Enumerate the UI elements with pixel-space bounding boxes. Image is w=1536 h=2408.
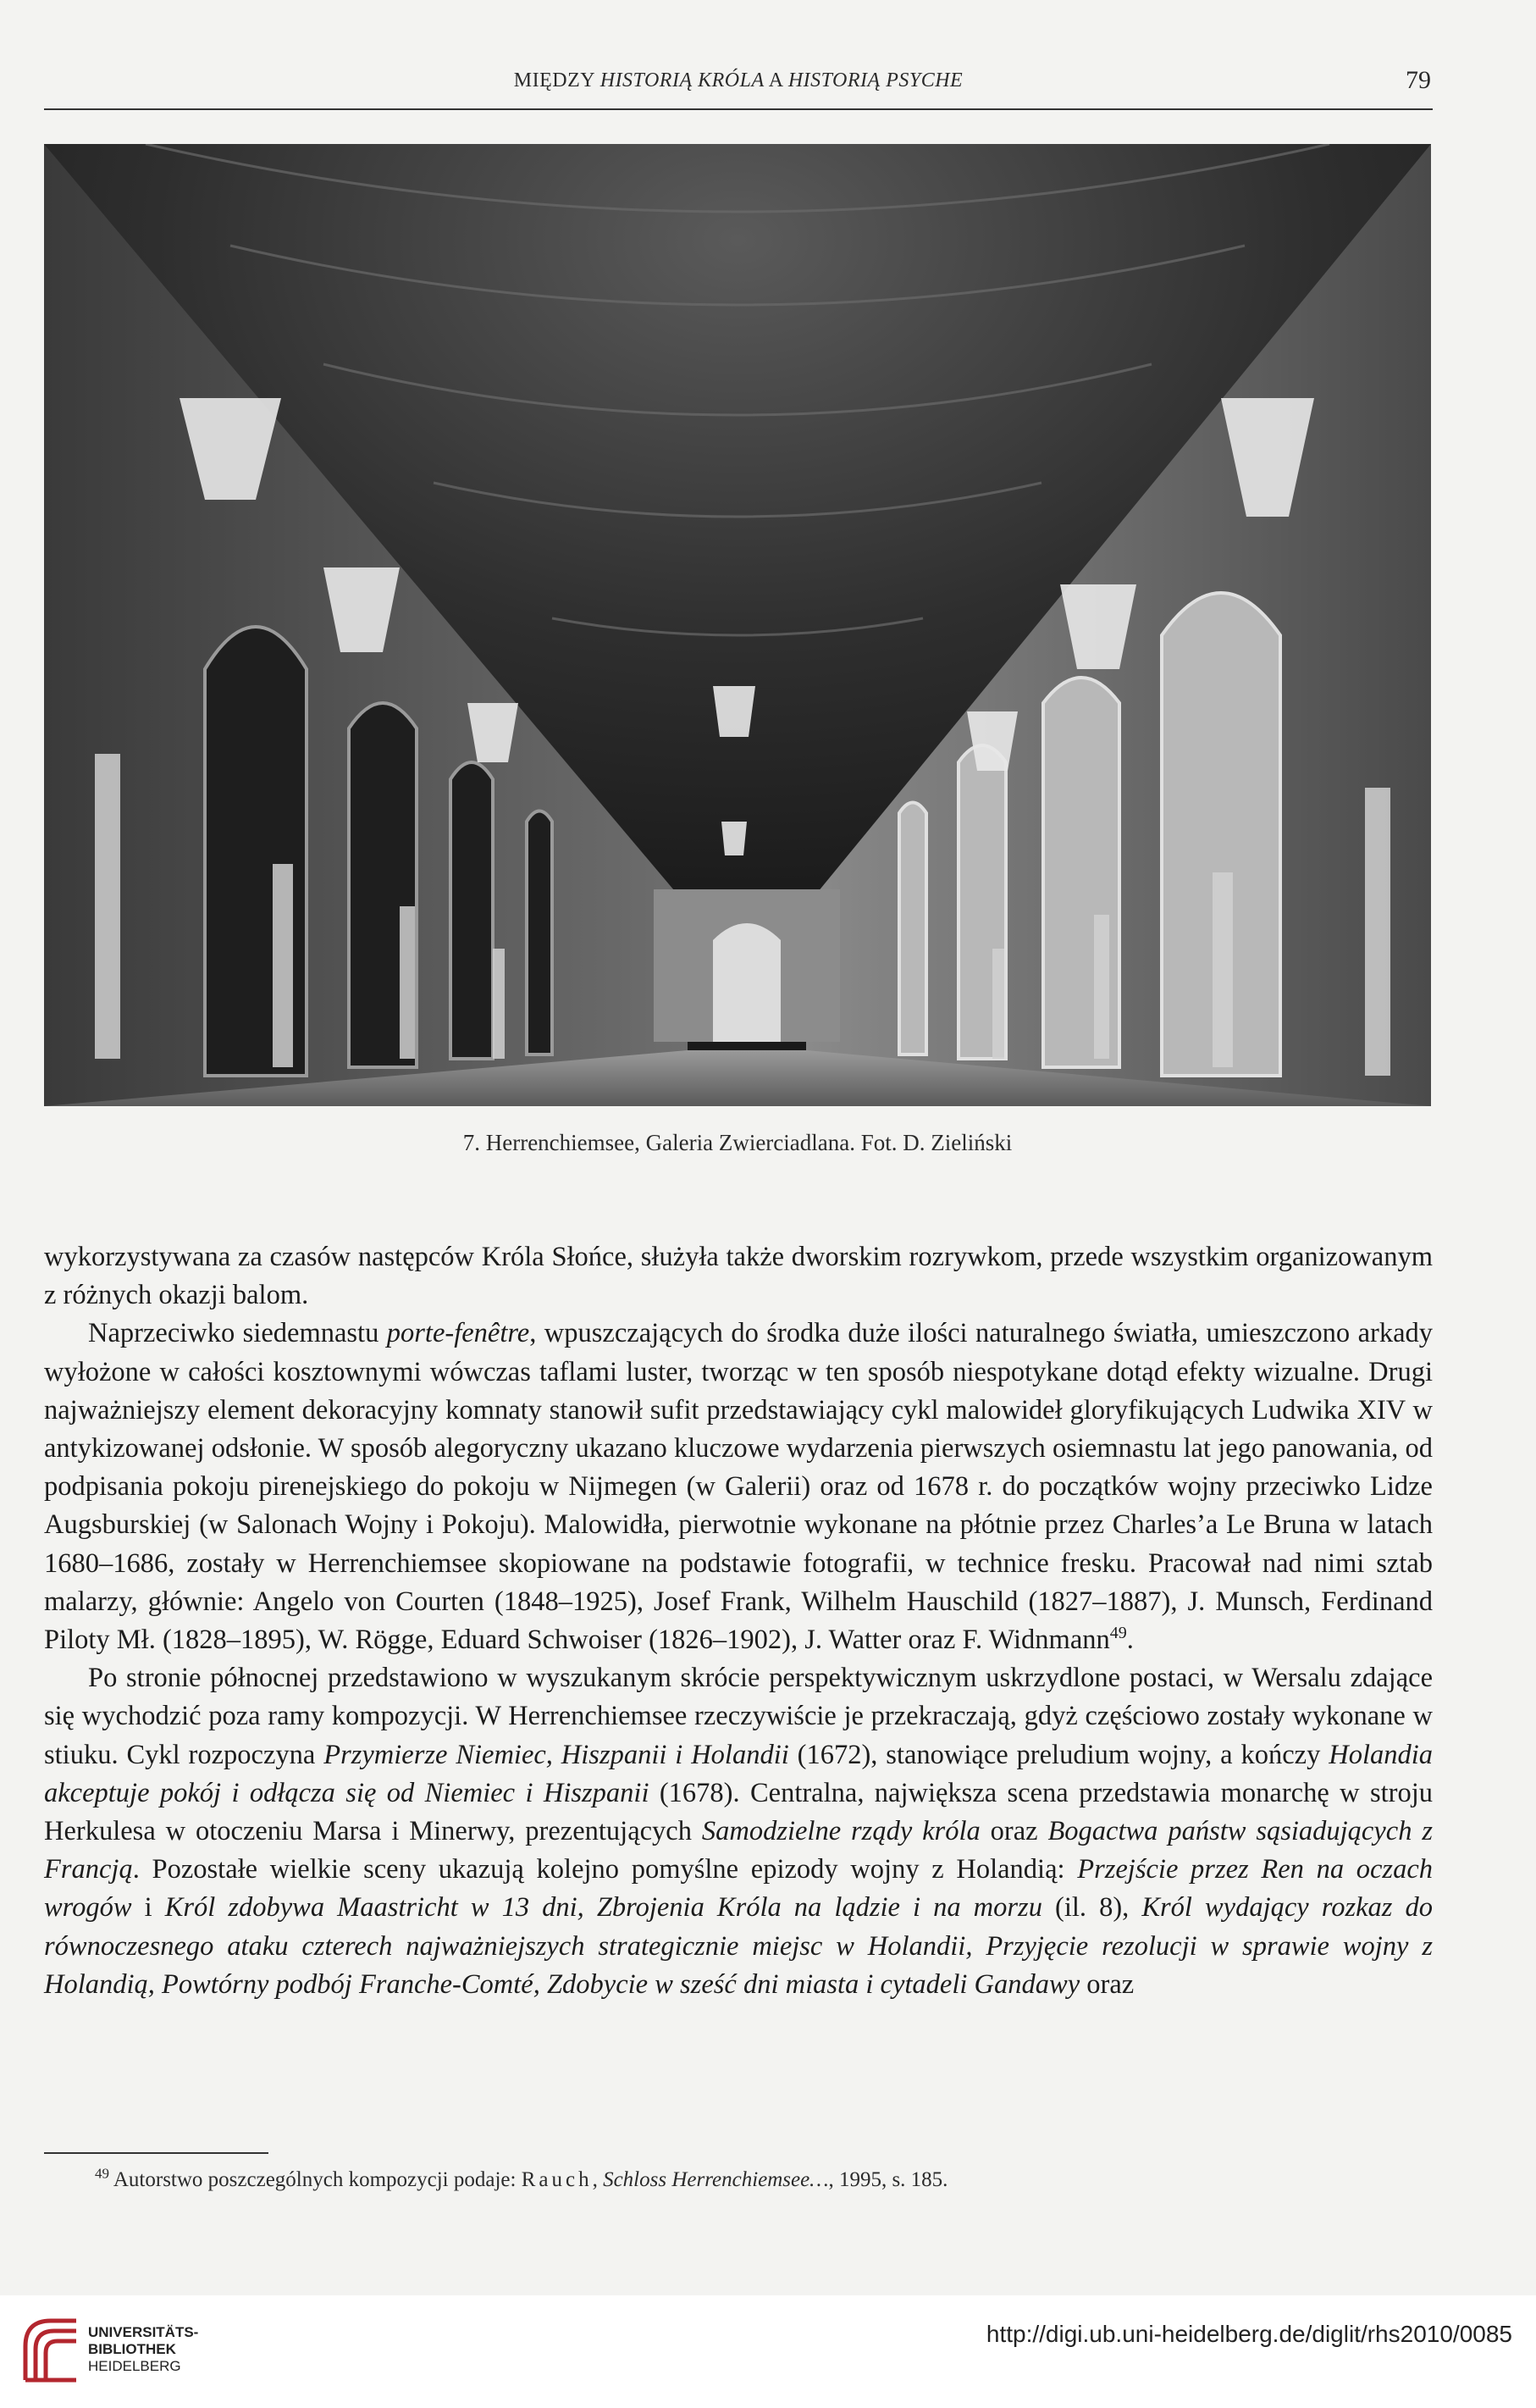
header-rule [44, 108, 1433, 110]
library-logo-icon [17, 2312, 93, 2389]
paragraph-1: wykorzystywana za czasów następców Króla Słońce, służyła także dworskim rozrywkom, przede wszystkim organizowanym z różnych okazji balom. [44, 1242, 1433, 1311]
library-name[interactable]: UNIVERSITÄTS- BIBLIOTHEK HEIDELBERG [88, 2324, 199, 2374]
footer-bar [0, 2295, 1536, 2408]
figure-caption: 7. Herrenchiemsee, Galeria Zwierciadlana. Fot. D. Zieliński [462, 1130, 1013, 1155]
gallery-photograph [44, 144, 1431, 1106]
footnote-rule [44, 2152, 268, 2154]
paragraph-2: Naprzeciwko siedemnastu porte-fenêtre, wpuszczających do środka duże ilości naturalnego światła, umieszczono arkady wyłożone w całości kosztownymi wówczas taflami luster, tworząc w ten sposób niespotykane dotąd efekty wizualne. Drugi najważniejszy element dekoracyjny komnaty stanowił sufit przedstawiający cykl malowideł gloryfikujących Ludwika XIV w antykizowanej odsłonie. W sposób alegoryczny ukazano kluczowe wydarzenia pierwszych osiemnastu lat jego panowania, od podpisania pokoju pirenejskiego do pokoju w Nijmegen (w Galerii) oraz od 1678 r. do początków wojny przeciwko Lidze Augsburskiej (w Salonach Wojny i Pokoju). Malowidła, pierwotnie wykonane na płótnie przez Charles’a Le Bruna w latach 1680–1686, zostały w Herrenchiemsee skopiowane na podstawie fotografii, w technice fresku. Pracował nad nimi sztab malarzy, głównie: Angelo von Courten (1848–1925), Josef Frank, Wilhelm Hauschild (1827–1887), J. Munsch, Ferdinand Piloty Mł. (1828–1895), W. Rögge, Eduard Schwoiser (1826–1902), J. Watter oraz F. Widnmann$^{49}$. [44, 1318, 1433, 1656]
source-url-link[interactable]: http://digi.ub.uni-heidelberg.de/diglit/rhs2010/0085 [986, 2321, 1512, 2347]
body-text [44, 1238, 1433, 2004]
footnote-ref[interactable]: 49 [1109, 1624, 1127, 1643]
page-number: 79 [1406, 66, 1431, 94]
running-head: MIĘDZY HISTORIĄ KRÓLA A HISTORIĄ PSYCHE [513, 69, 964, 91]
footnote: $^{49}$ Autorstwo poszczególnych kompozycji podaje: Rauch, Schloss Herrenchiemsee…, 1995, s. 185. [95, 2165, 948, 2191]
paragraph-3: Po stronie północnej przedstawiono w wyszukanym skrócie perspektywicznym uskrzydlone postaci, w Wersalu zdające się wychodzić poza ramy kompozycji. W Herrenchiemsee rzeczywiście je przekraczają, gdyż częściowo zostały wykonane w stiuku. Cykl rozpoczyna Przymierze Niemiec, Hiszpanii i Holandii (1672), stanowiące preludium wojny, a kończy Holandia akceptuje pokój i odłącza się od Niemiec i Hiszpanii (1678). Centralna, największa scena przedstawia monarchę w stroju Herkulesa w otoczeniu Marsa i Minerwy, prezentujących Samodzielne rządy króla oraz Bogactwa państw sąsiadujących z Francją. Pozostałe wielkie sceny ukazują kolejno pomyślne epizody wojny z Holandią: Przejście przez Ren na oczach wrogów i Król zdobywa Maastricht w 13 dni, Zbrojenia Króla na lądzie i na morzu (il. 8), Król wydający rozkaz do równoczesnego ataku czterech najważniejszych strategicznie miejsc w Holandii, Przyjęcie rezolucji w sprawie wojny z Holandią, Powtórny podbój Franche-Comté, Zdobycie w sześć dni miasta i cytadeli Gandawy oraz [44, 1663, 1433, 2000]
